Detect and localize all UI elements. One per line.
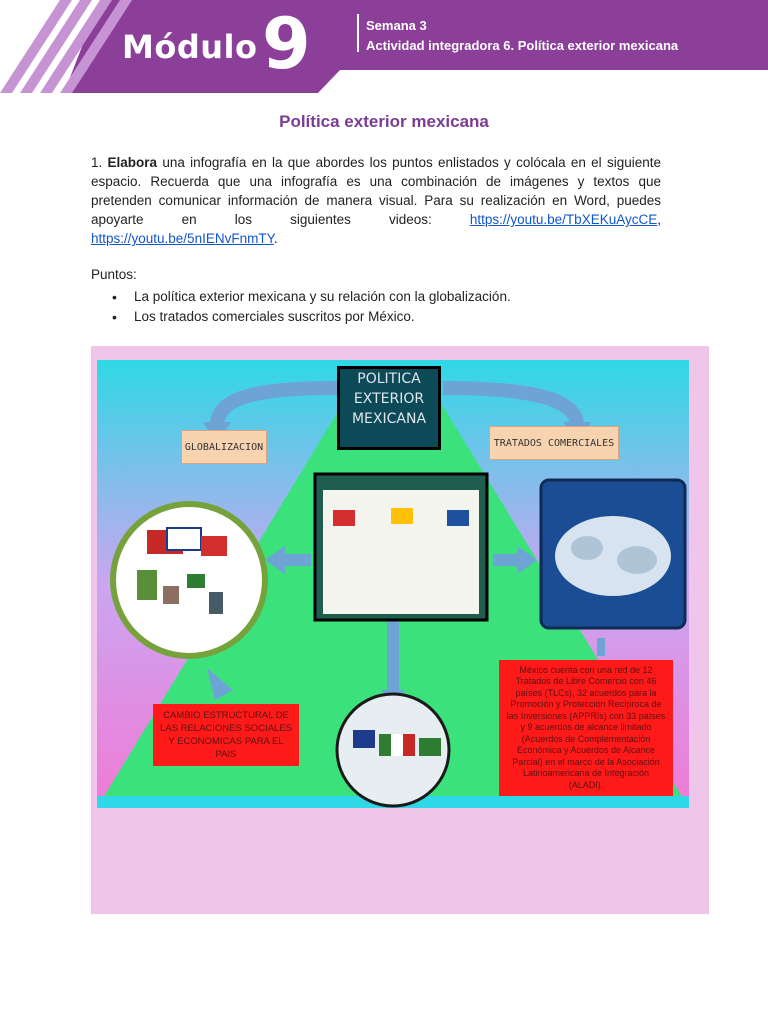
trade-agreements-box: México cuenta con una red de 12 Tratados de Libre Comercio con 46 países (TLCs), 32 acuerdos para la Promoción y Protección Recíproca de las Inversiones (APPRIs) con 33 países y 9 acuerdos de alcance limitado (Acuerdos de Complementación Económica y Acuerdos de Alcance Parcial) en el marco de la Asociación Latinoamericana de Integración (ALADI). bbox=[499, 660, 673, 796]
title-line: POLITICA bbox=[357, 371, 421, 387]
module-label: Módulo bbox=[122, 28, 258, 66]
globalization-box: GLOBALIZACION bbox=[181, 430, 267, 464]
activity-title: Actividad integradora 6. Política exterior mexicana bbox=[366, 38, 679, 53]
video-link-1[interactable]: https://youtu.be/TbXEKuAycCE bbox=[469, 212, 658, 227]
structural-change-box: CAMBIO ESTRUCTURAL DE LAS RELACIONES SOCIALES Y ECONOMICAS PARA EL PAIS bbox=[153, 704, 299, 766]
module-number: 9 bbox=[262, 3, 311, 85]
video-link-2[interactable]: https://youtu.be/5nIENvFnmTY bbox=[91, 231, 274, 246]
header-divider bbox=[357, 14, 359, 52]
instruction-text: una infografía en la que abordes los puntos enlistados y colócala en el siguiente espacio. Recuerda que una infografía es una combinación de imágenes y textos que pretenden comunicar información de manera visual. Para su realización en Word, puedes apoyarte en los siguientes videos: bbox=[91, 155, 661, 227]
list-item: • Los tratados comerciales suscritos por México. bbox=[112, 307, 511, 327]
title-line: MEXICANA bbox=[351, 411, 427, 427]
week-label: Semana 3 bbox=[366, 18, 427, 33]
page-title: Política exterior mexicana bbox=[279, 112, 489, 131]
instruction-number: 1. bbox=[91, 155, 103, 170]
treaties-box: TRATADOS COMERCIALES bbox=[489, 426, 619, 460]
points-label: Puntos: bbox=[91, 267, 137, 282]
infographic bbox=[97, 360, 689, 808]
link-separator: , bbox=[657, 212, 661, 227]
list-item: • La política exterior mexicana y su relación con la globalización. bbox=[112, 287, 511, 307]
title-image bbox=[337, 366, 441, 450]
instruction-verb: Elabora bbox=[107, 155, 158, 170]
infographic-frame bbox=[91, 346, 709, 914]
title-line: EXTERIOR bbox=[353, 391, 425, 407]
points-list bbox=[112, 287, 511, 327]
module-header bbox=[0, 0, 768, 93]
instructions-paragraph bbox=[91, 153, 661, 248]
instruction-end: . bbox=[273, 231, 278, 246]
